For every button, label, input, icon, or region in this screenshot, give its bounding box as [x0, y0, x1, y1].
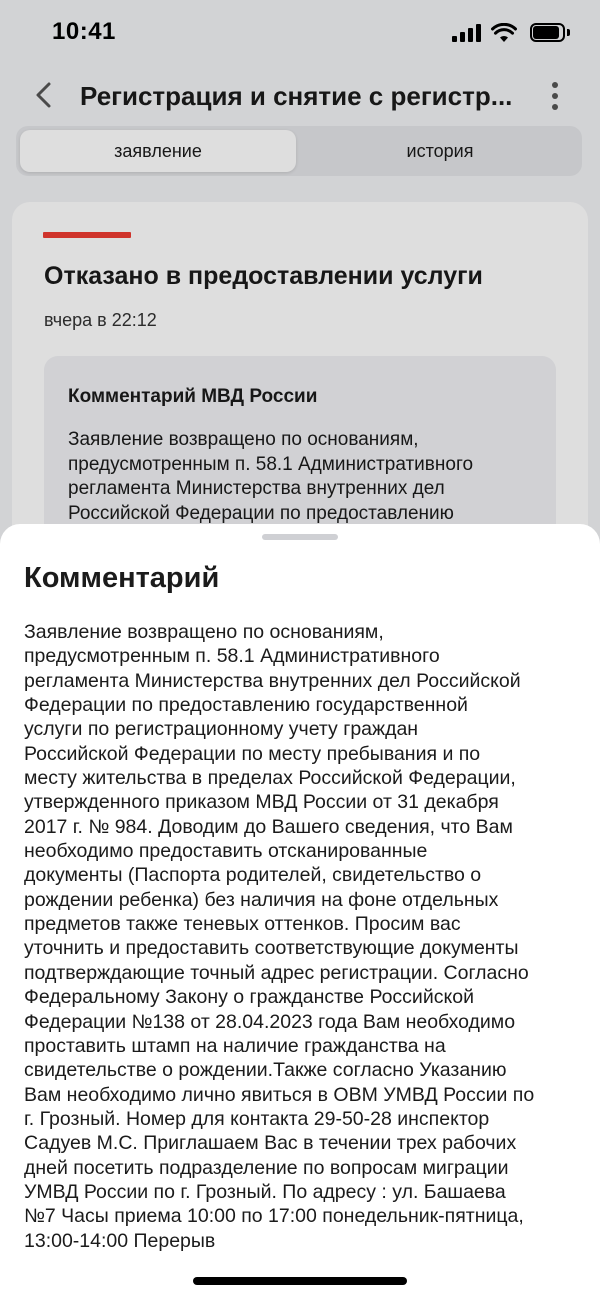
comment-bottom-sheet — [0, 524, 600, 1298]
comment-preview-text: Заявление возвращено по основаниям, предусмотренным п. 58.1 Административного регламента Министерства внутренних дел Российской Федерации по предоставлению — [68, 429, 474, 524]
status-title: Отказано в предоставлении услуги — [44, 262, 483, 290]
comment-preview-title: Комментарий МВД России — [68, 386, 318, 407]
tab-history[interactable]: история — [406, 141, 474, 161]
sheet-grabber[interactable] — [262, 534, 338, 540]
sheet-comment-text: Заявление возвращено по основаниям, предусмотренным п. 58.1 Административного регламента Министерства внутренних дел Российской Федерации по предоставлению государственной услуги по регистрационному учету граждан Российской Федерации по месту пребывания и по месту жительства в пределах Российской Федерации, утвержденного приказом МВД России от 31 декабря 2017 г. № 984. Доводим до Вашего сведения, что Вам необходимо предоставить отсканированные документы (Паспорта родителей, свидетельство о рождении ребенка) без наличия на фоне отдельных предметов также теневых оттенков. Просим вас уточнить и предоставить соответствующие документы подтверждающие точный адрес регистрации. Согласно Федеральному Закону о гражданстве Российской Федерации №138 от 28.04.2023 года Вам необходимо проставить штамп на наличие гражданства на свидетельстве о рождении.Также согласно Указанию Вам необходимо лично явиться в ОВМ УМВД России по г. Грозный. Номер для контакта 29-50-28 инспектор Садуев М.С. Приглашаем Вас в течении трех рабочих дней посетить подразделение по вопросам миграции УМВД России по г. Грозный. По адресу : ул. Башаева №7 Часы приема 10:00 по 17:00 понедельник-пятница, 13:00-14:00 Перерыв — [24, 621, 535, 1252]
home-indicator — [193, 1277, 407, 1285]
status-time: 10:41 — [52, 18, 116, 45]
sheet-title: Комментарий — [24, 562, 220, 594]
tab-application[interactable]: заявление — [20, 130, 296, 172]
status-date: вчера в 22:12 — [44, 310, 157, 330]
page-title: Регистрация и снятие с регистр... — [80, 81, 513, 111]
